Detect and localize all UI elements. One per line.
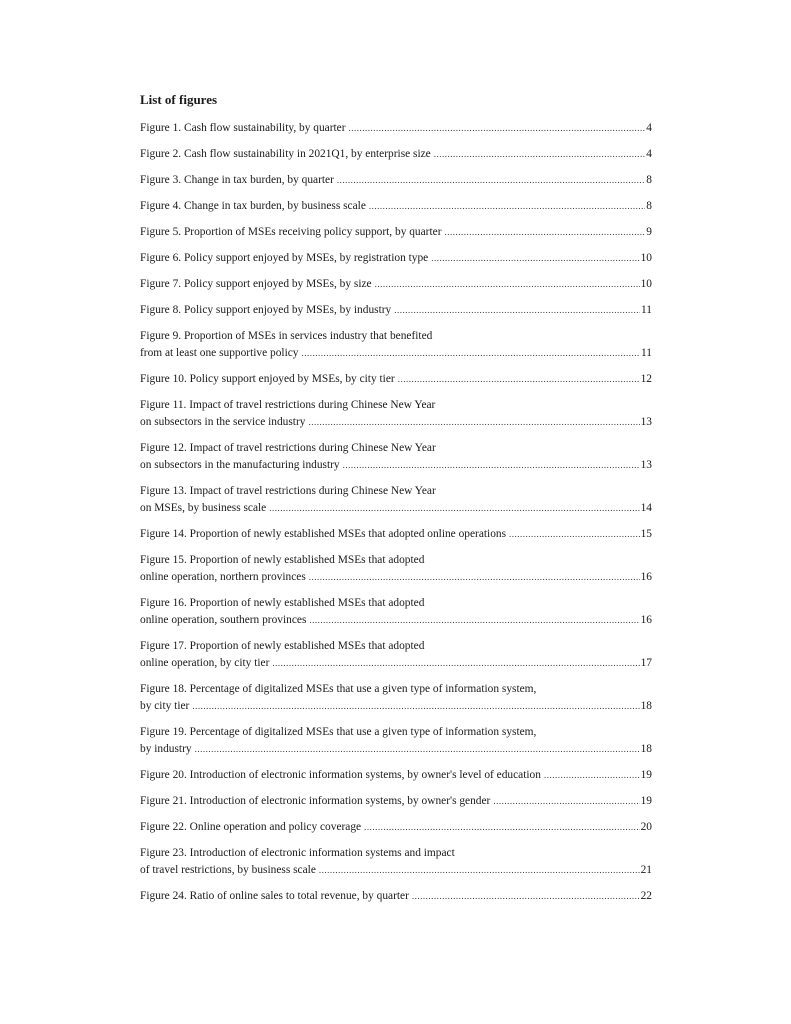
figure-title-line: Figure 20. Introduction of electronic information systems, by owner's level of education: [140, 769, 541, 781]
figure-title-row: [140, 120, 652, 137]
figure-entry[interactable]: [140, 767, 652, 784]
dot-leader: [269, 500, 639, 517]
figure-title-row: [140, 500, 652, 517]
figure-entry[interactable]: [140, 793, 652, 810]
page-number: 8: [646, 200, 652, 212]
figure-title-line: Figure 2. Cash flow sustainability in 2021Q1, by enterprise size: [140, 148, 431, 160]
page-number: 15: [640, 528, 652, 540]
page-number: 11: [641, 304, 652, 316]
figure-title-line: Figure 12. Impact of travel restrictions during Chinese New Year: [140, 442, 436, 454]
figure-title-line: Figure 15. Proportion of newly established MSEs that adopted: [140, 554, 425, 566]
page-number: 19: [640, 769, 652, 781]
figure-entry[interactable]: [140, 526, 652, 543]
figure-title-line: Figure 21. Introduction of electronic information systems, by owner's gender: [140, 795, 491, 807]
dot-leader: [493, 793, 639, 810]
page-number: 10: [640, 278, 652, 290]
figure-title-row: [140, 767, 652, 784]
figure-title-row: [140, 414, 652, 431]
figure-title-row: [140, 793, 652, 810]
figure-title-line: Figure 22. Online operation and policy coverage: [140, 821, 362, 833]
page-number: 20: [640, 821, 652, 833]
figure-title-line: Figure 16. Proportion of newly established MSEs that adopted: [140, 597, 425, 609]
dot-leader: [309, 569, 640, 586]
figure-title-line: Figure 5. Proportion of MSEs receiving policy support, by quarter: [140, 226, 442, 238]
figure-title-row: [140, 612, 652, 629]
page-number: 4: [646, 148, 652, 160]
figure-entry[interactable]: [140, 595, 652, 629]
figure-entry[interactable]: [140, 483, 652, 517]
figure-title-line: Figure 10. Policy support enjoyed by MSEs, by city tier: [140, 373, 395, 385]
figure-entry[interactable]: [140, 250, 652, 267]
figure-entry[interactable]: [140, 198, 652, 215]
page-number: 16: [640, 571, 652, 583]
figure-title-row: [140, 655, 652, 672]
dot-leader: [544, 767, 640, 784]
page-number: 21: [640, 864, 652, 876]
page-number: 13: [640, 416, 652, 428]
page-number: 4: [646, 122, 652, 134]
figure-entry[interactable]: [140, 819, 652, 836]
figure-entry[interactable]: [140, 724, 652, 758]
figure-title-row: [140, 302, 652, 319]
figure-title-line: online operation, by city tier: [140, 657, 270, 669]
page-number: 16: [640, 614, 652, 626]
figure-title-row: [140, 250, 652, 267]
dot-leader: [445, 224, 646, 241]
figure-entry[interactable]: [140, 302, 652, 319]
figure-title-line: Figure 1. Cash flow sustainability, by quarter: [140, 122, 346, 134]
dot-leader: [394, 302, 640, 319]
figure-title-line: Figure 6. Policy support enjoyed by MSEs, by registration type: [140, 252, 429, 264]
figure-title-line: on subsectors in the manufacturing industry: [140, 459, 340, 471]
dot-leader: [319, 862, 640, 879]
figure-entry[interactable]: [140, 276, 652, 293]
figure-title-line: Figure 24. Ratio of online sales to total revenue, by quarter: [140, 890, 409, 902]
page-number: 11: [641, 347, 652, 359]
page-number: 8: [646, 174, 652, 186]
dot-leader: [375, 276, 640, 293]
figure-title-line: Figure 11. Impact of travel restrictions during Chinese New Year: [140, 399, 436, 411]
figure-title-row: [140, 862, 652, 879]
figure-title-row: [140, 146, 652, 163]
figure-entry[interactable]: [140, 120, 652, 137]
figure-title-row: [140, 371, 652, 388]
figure-title-line: online operation, southern provinces: [140, 614, 307, 626]
figure-title-row: [140, 172, 652, 189]
figure-title-line: Figure 19. Percentage of digitalized MSEs that use a given type of information system,: [140, 726, 537, 738]
dot-leader: [192, 698, 639, 715]
page-number: 14: [640, 502, 652, 514]
figure-entry[interactable]: [140, 397, 652, 431]
figure-title-line: on MSEs, by business scale: [140, 502, 267, 514]
figure-entry[interactable]: [140, 146, 652, 163]
page-number: 17: [640, 657, 652, 669]
figure-title-line: Figure 13. Impact of travel restrictions during Chinese New Year: [140, 485, 436, 497]
figure-title-line: Figure 23. Introduction of electronic information systems and impact: [140, 847, 455, 859]
figure-title-line: Figure 14. Proportion of newly established MSEs that adopted online operations: [140, 528, 507, 540]
dot-leader: [412, 888, 640, 905]
dot-leader: [364, 819, 640, 836]
dot-leader: [509, 526, 640, 543]
figure-title-row: [140, 224, 652, 241]
page-number: 18: [640, 743, 652, 755]
figure-title-row: [140, 741, 652, 758]
dot-leader: [309, 612, 639, 629]
figure-entry[interactable]: [140, 440, 652, 474]
page-content: [140, 92, 652, 914]
page-number: 18: [640, 700, 652, 712]
figure-title-row: [140, 198, 652, 215]
page-number: 13: [640, 459, 652, 471]
figure-entry[interactable]: [140, 172, 652, 189]
figure-title-line: Figure 18. Percentage of digitalized MSEs that use a given type of information system,: [140, 683, 537, 695]
figure-title-line: online operation, northern provinces: [140, 571, 306, 583]
figure-entry[interactable]: [140, 552, 652, 586]
dot-leader: [343, 457, 640, 474]
dot-leader: [337, 172, 645, 189]
figure-title-line: Figure 9. Proportion of MSEs in services industry that benefited: [140, 330, 433, 342]
dot-leader: [308, 414, 639, 431]
figure-entry[interactable]: [140, 224, 652, 241]
figure-title-line: Figure 3. Change in tax burden, by quarter: [140, 174, 334, 186]
dot-leader: [272, 655, 639, 672]
dot-leader: [434, 146, 646, 163]
figure-title-row: [140, 698, 652, 715]
figure-title-line: by industry: [140, 743, 192, 755]
dot-leader: [349, 120, 646, 137]
figure-title-row: [140, 819, 652, 836]
figure-entry[interactable]: [140, 328, 652, 362]
figure-title-row: [140, 569, 652, 586]
figure-title-row: [140, 888, 652, 905]
dot-leader: [398, 371, 640, 388]
dot-leader: [195, 741, 640, 758]
figure-title-row: [140, 345, 652, 362]
figure-title-line: by city tier: [140, 700, 190, 712]
page-number: 10: [640, 252, 652, 264]
list-of-figures-heading: List of figures: [140, 92, 218, 107]
figure-title-line: Figure 7. Policy support enjoyed by MSEs, by size: [140, 278, 372, 290]
figure-title-row: [140, 457, 652, 474]
page-number: 19: [640, 795, 652, 807]
figure-entry[interactable]: [140, 638, 652, 672]
figure-title-line: of travel restrictions, by business scale: [140, 864, 316, 876]
figure-title-row: [140, 526, 652, 543]
figure-entry[interactable]: [140, 845, 652, 879]
page-number: 22: [640, 890, 652, 902]
figure-entry[interactable]: [140, 681, 652, 715]
figure-entry[interactable]: [140, 371, 652, 388]
figure-list: [140, 120, 652, 905]
dot-leader: [301, 345, 640, 362]
figure-title-line: Figure 17. Proportion of newly established MSEs that adopted: [140, 640, 425, 652]
dot-leader: [431, 250, 639, 267]
page-number: 9: [646, 226, 652, 238]
figure-entry[interactable]: [140, 888, 652, 905]
figure-title-line: on subsectors in the service industry: [140, 416, 306, 428]
figure-title-line: Figure 8. Policy support enjoyed by MSEs, by industry: [140, 304, 392, 316]
figure-title-line: Figure 4. Change in tax burden, by business scale: [140, 200, 366, 212]
page-number: 12: [640, 373, 652, 385]
dot-leader: [369, 198, 645, 215]
figure-title-row: [140, 276, 652, 293]
figure-title-line: from at least one supportive policy: [140, 347, 299, 359]
